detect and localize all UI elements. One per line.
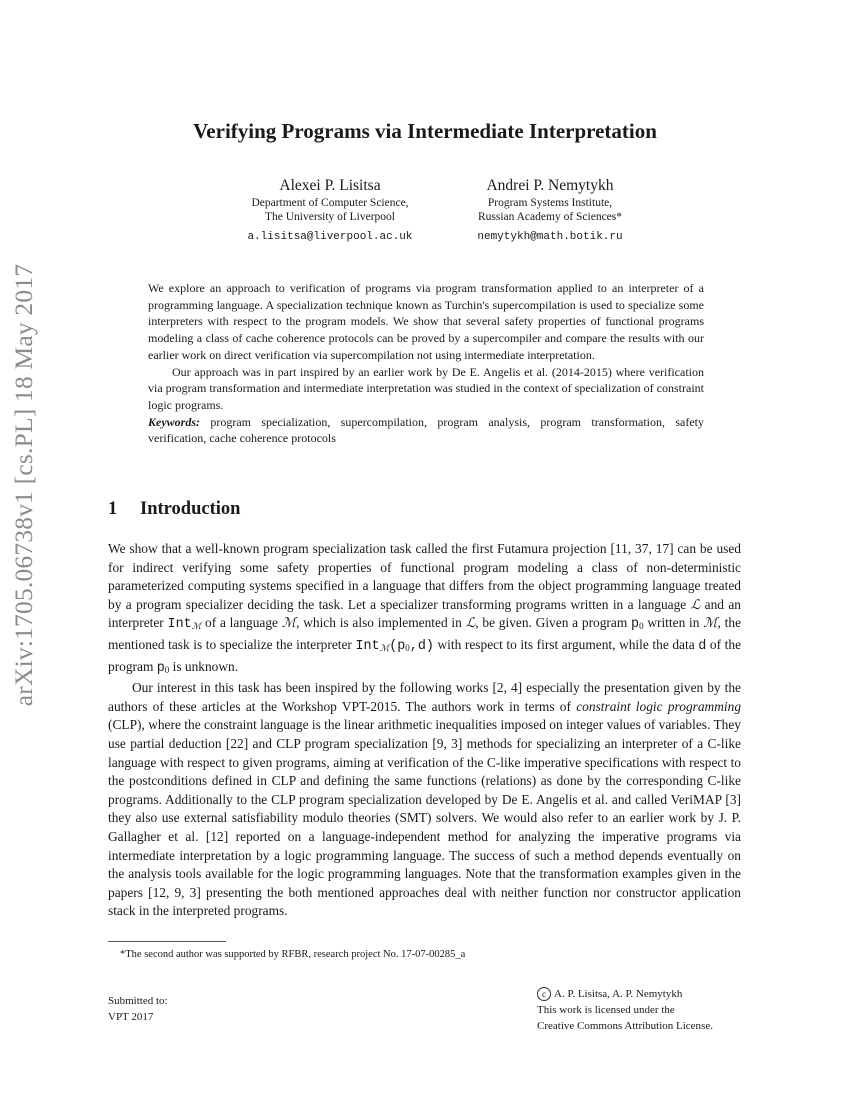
body-paragraph: Our interest in this task has been inspired by the following works [2, 4] especially the presentation given by the authors of these articles at the Workshop VPT-2015. The authors work in terms of constraint logic programming (CLP), where the constraint language is the linear arithmetic inequalities imposed on integer values of variables. They use partial deduction [22] and CLP program specialization [9, 3] methods for specializing an interpreter of a C-like language with respect to given programs, aiming at verification of the C-like imperative specifications with respect to the postconditions defined in CLP and defining the same functions (relations) as done by the corresponding C-like programs. Additionally to the CLP program specialization developed by De E. Angelis et al. and called VeriMAP [3] they also use external satisfiability modulo theories (SMT) solvers. We would also refer to an earlier work by J. P. Gallagher et al. [12] reported on a language-independent method for analyzing the imperative programs via intermediate interpretation by a logic programming language. The success of such a method depends eventually on the analysis tools available for the logic programming languages. Note that the transformation examples given in the papers [12, 9, 3] presenting the both mentioned approaches deal with neither function nor constructor application stack in the interpreted programs. bbox=[108, 680, 742, 919]
keywords-list: program specialization, supercompilation, program analysis, program transformation, safety verification, cache coherence protocols bbox=[148, 414, 705, 446]
arxiv-identifier bbox=[2, 265, 46, 705]
author-affiliation-line: Program Systems Institute, bbox=[487, 197, 613, 209]
keywords bbox=[148, 414, 704, 447]
submitted-venue: VPT 2017 bbox=[108, 1011, 154, 1023]
footnote-rule bbox=[108, 941, 226, 942]
author-name: Andrei P. Nemytykh bbox=[486, 177, 614, 194]
section-title: Introduction bbox=[140, 499, 241, 519]
author-affiliation-line: Department of Computer Science, bbox=[251, 197, 409, 209]
footnote: *The second author was supported by RFBR, research project No. 17-07-00285_a bbox=[120, 949, 466, 960]
author-block-1 bbox=[220, 176, 440, 244]
submitted-label: Submitted to: bbox=[108, 995, 168, 1007]
license-line: This work is licensed under the bbox=[537, 1004, 675, 1016]
author-email: a.lisitsa@liverpool.ac.uk bbox=[247, 231, 413, 243]
keywords-label: Keywords: bbox=[148, 414, 200, 429]
abstract-paragraph: We explore an approach to verification of programs via program transformation applied to an interpreter of a programming language. A specialization technique known as Turchin's supercompilation is used to specialize some interpreters with respect to the program models. We show that several safety properties of functional programs modeling a class of cache coherence protocols can be proved by a supercompiler and compare the results with our earlier work on direct verification via supercompilation not using intermediate interpretation. bbox=[148, 281, 704, 362]
abstract bbox=[148, 280, 704, 447]
license-info bbox=[537, 986, 713, 1034]
author-name: Alexei P. Lisitsa bbox=[279, 177, 381, 194]
copyright-line bbox=[537, 986, 713, 1002]
section-number: 1 bbox=[108, 499, 118, 519]
copyright-icon: c bbox=[537, 987, 551, 1001]
body-paragraph: We show that a well-known program specialization task called the first Futamura projection [11, 37, 17] can be used for indirect verifying some safety properties of functional program modeling a class of non-deterministic parameterized computing systems specified in a language that differs from the object programming language treated by a program specializer deciding the task. Let a specializer transforming programs written in a language ℒ and an interpreter Int$_ℳ$ of a language ℳ, which is also implemented in ℒ, be given. Given a program $p_0$ written in ℳ, the mentioned task is to specialize the interpreter $Int_ℳ(p_0,d)$ with respect to its first argument, while the data d of the program $p_0$ is unknown. bbox=[108, 541, 742, 676]
paper-title: Verifying Programs via Intermediate Interpretation bbox=[193, 119, 657, 143]
copyright-holders: A. P. Lisitsa, A. P. Nemytykh bbox=[554, 988, 683, 1000]
license-line: Creative Commons Attribution License. bbox=[537, 1020, 713, 1032]
author-block-2 bbox=[430, 176, 670, 244]
author-affiliation-line: The University of Liverpool bbox=[265, 211, 395, 223]
section-heading bbox=[108, 499, 240, 520]
submission-info bbox=[108, 993, 168, 1025]
author-email: nemytykh@math.botik.ru bbox=[477, 231, 623, 243]
author-affiliation-line: Russian Academy of Sciences* bbox=[477, 211, 623, 223]
arxiv-identifier-text: arXiv:1705.06738v1 [cs.PL] 18 May 2017 bbox=[9, 263, 39, 707]
abstract-paragraph: Our approach was in part inspired by an earlier work by De E. Angelis et al. (2014-2015) where verification via program transformation and intermediate interpretation was studied in the context of specialization of constraint logic programs. bbox=[148, 364, 704, 412]
section-body bbox=[108, 540, 741, 921]
